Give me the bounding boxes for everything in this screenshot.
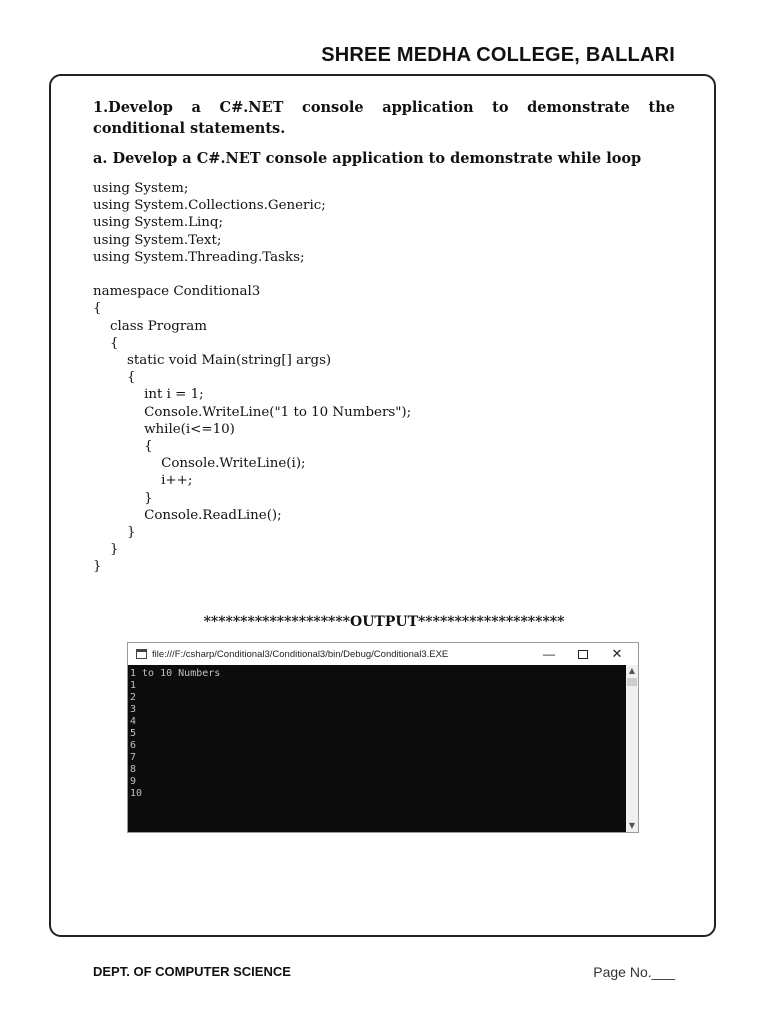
console-titlebar[interactable] — [128, 643, 638, 665]
console-line: 10 — [130, 788, 143, 799]
code-line — [93, 266, 411, 283]
console-line: 9 — [130, 776, 137, 787]
close-button[interactable]: ✕ — [611, 646, 623, 661]
console-line: 3 — [130, 704, 137, 715]
maximize-icon — [578, 650, 588, 659]
console-line: 6 — [130, 740, 137, 751]
code-line: } — [93, 490, 153, 506]
code-line: } — [93, 525, 136, 541]
console-app-icon — [136, 649, 147, 659]
maximize-button[interactable] — [566, 643, 600, 665]
console-line: 8 — [130, 764, 137, 775]
code-line: static void Main(string[] args) — [93, 353, 332, 369]
console-window — [127, 642, 639, 833]
scroll-thumb[interactable] — [627, 678, 637, 686]
code-line: class Program — [93, 318, 207, 334]
question-subtitle: a. Develop a C#.NET console application to demonstrate while loop — [93, 150, 642, 167]
console-scrollbar[interactable] — [626, 665, 638, 832]
output-heading: ********************OUTPUT******************** — [203, 614, 565, 630]
footer-dept: DEPT. OF COMPUTER SCIENCE — [93, 964, 291, 979]
console-line: 1 to 10 Numbers — [130, 668, 221, 679]
code-line: Console.WriteLine(i); — [93, 456, 306, 472]
code-line: using System.Text; — [93, 232, 222, 248]
console-line: 7 — [130, 752, 137, 763]
minimize-button[interactable]: — — [543, 647, 555, 661]
code-line: Console.ReadLine(); — [93, 507, 282, 523]
console-line: 2 — [130, 692, 137, 703]
console-output — [128, 665, 626, 832]
console-line: 5 — [130, 728, 137, 739]
code-line: using System.Threading.Tasks; — [93, 249, 305, 265]
console-line: 4 — [130, 716, 137, 727]
code-line: using System; — [93, 181, 189, 196]
code-line: { — [93, 335, 119, 351]
question-title: 1.Develop a C#.NET console application to demonstrate the conditional statements. — [93, 99, 675, 137]
footer-page-number: Page No.___ — [593, 964, 675, 980]
console-line: 1 — [130, 680, 137, 691]
code-line: i++; — [93, 473, 193, 489]
code-line: using System.Linq; — [93, 215, 223, 231]
scroll-up-arrow-icon[interactable]: ▲ — [628, 666, 636, 675]
code-line: using System.Collections.Generic; — [93, 198, 326, 214]
code-listing — [93, 180, 411, 576]
code-line: { — [93, 370, 136, 386]
code-line: namespace Conditional3 — [93, 284, 261, 300]
console-title: file:///F:/csharp/Conditional3/Conditional3/bin/Debug/Conditional3.EXE — [152, 648, 449, 660]
code-line: { — [93, 439, 153, 455]
code-line: } — [93, 559, 102, 575]
scroll-down-arrow-icon[interactable]: ▼ — [628, 821, 636, 830]
code-line: } — [93, 542, 119, 558]
code-line: while(i<=10) — [93, 421, 235, 437]
college-header: SHREE MEDHA COLLEGE, BALLARI — [321, 44, 675, 66]
code-line: Console.WriteLine("1 to 10 Numbers"); — [93, 404, 412, 420]
code-line: { — [93, 301, 102, 317]
code-line: int i = 1; — [93, 387, 204, 403]
